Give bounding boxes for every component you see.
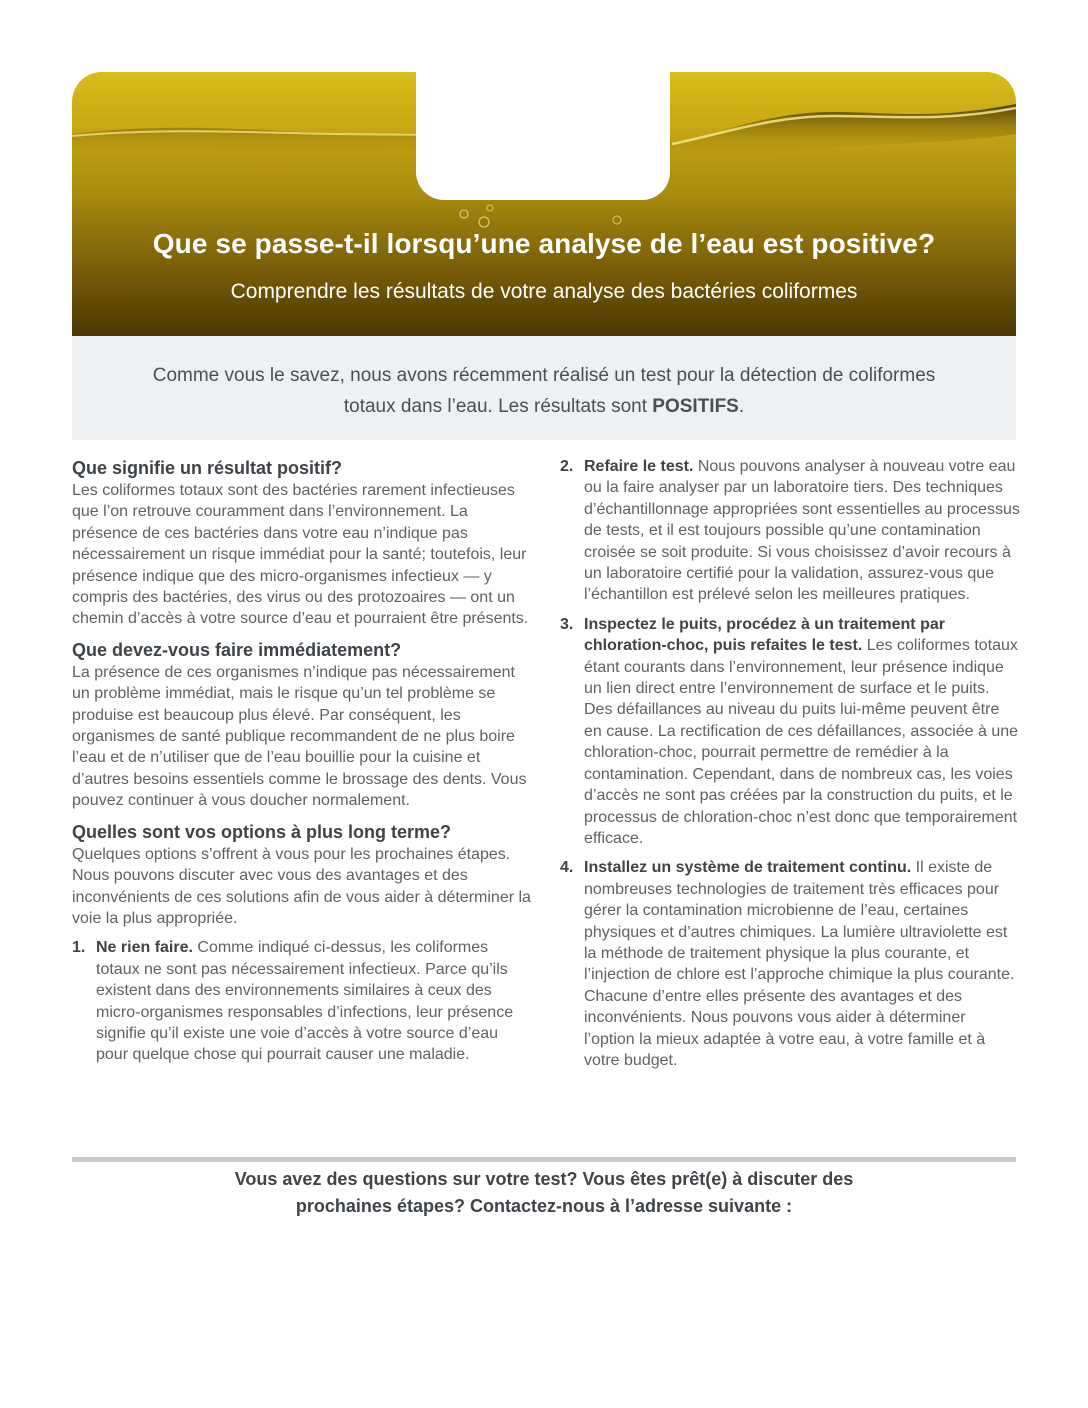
page-subtitle: Comprendre les résultats de votre analyse des bactéries coliformes bbox=[230, 280, 858, 303]
section-heading: Quelles sont vos options à plus long terme? bbox=[72, 821, 452, 842]
list-number: 2. bbox=[560, 458, 574, 475]
page-title: Que se passe-t-il lorsqu’une analyse de l’eau est positive? bbox=[152, 228, 936, 259]
option-text: Il existe de nombreuses technologies de traitement très efficaces pour gérer la contamination microbienne de l’eau, certaines physiques et d’autres chimiques. La lumière ultraviolette est la méthode de traitement physique la plus courante, et l’injection de chlore est l’approche chimique la plus courante. Chacune d’entre elles présente des avantages et des inconvénients. Nous pouvons vous aider à déterminer l’option la mieux adaptée à votre eau, à votre famille et à votre budget. bbox=[584, 859, 1015, 1069]
option-lead: Inspectez le puits, procédez à un traitement par chloration-choc, puis refaites le test. bbox=[584, 615, 945, 655]
intro-emphasis: POSITIFS bbox=[652, 396, 739, 417]
header-tab-cutout bbox=[416, 72, 670, 200]
section-heading: Que devez-vous faire immédiatement? bbox=[72, 639, 402, 660]
footer-line: Vous avez des questions sur votre test? Vous êtes prêt(e) à discuter des bbox=[234, 1169, 854, 1189]
option-text: Les coliformes totaux étant courants dans l’environnement, leur présence indique un lien direct entre l’environnement de surface et le puits. Des défaillances au niveau du puits lui-même peuvent être en cause. La rectification de ces défaillances, associée à une chloration-choc, pourrait permettre de remédier à la contamination. Cependant, dans de nombreux cas, les voies d’accès ne sont pas créées par la construction du puits, et le processus de chloration-choc n’est donc que temporairement efficace. bbox=[584, 637, 1019, 847]
footer-line: prochaines étapes? Contactez-nous à l’adresse suivante : bbox=[295, 1196, 793, 1216]
section-heading: Que signifie un résultat positif? bbox=[72, 458, 343, 478]
options-list bbox=[72, 937, 532, 1065]
section-body: La présence de ces organismes n’indique pas nécessairement un problème immédiat, mais le risque qu’un tel problème se produise est beaucoup plus élevé. Par conséquent, les organismes de santé publique recommandent de ne plus boire l’eau et de n’utiliser que de l’eau bouillie pour la cuisine et d’autres besoins essentiels comme le brossage des dents. Vous pouvez continuer à vous doucher normalement. bbox=[72, 663, 527, 810]
option-lead: Refaire le test. bbox=[584, 458, 694, 475]
option-lead: Installez un système de traitement continu. bbox=[584, 859, 912, 877]
section-body: Les coliformes totaux sont des bactéries rarement infectieuses que l’on retrouve couramment dans l’environnement. La présence de ces bactéries dans votre eau n’indique pas nécessairement un risque immédiat pour la santé; toutefois, leur présence indique que des micro-organismes infectieux — y compris des bactéries, des virus ou des protozoaires — ont un chemin d’accès à votre source d’eau et pourraient être présents. bbox=[72, 482, 529, 628]
list-item bbox=[560, 857, 1020, 1071]
list-number: 1. bbox=[72, 939, 86, 957]
list-item bbox=[560, 456, 1020, 606]
list-number: 4. bbox=[560, 859, 574, 877]
intro-text: Comme vous le savez, nous avons récemment réalisé un test pour la détection de coliformes totaux dans l’eau. Les résultats sont bbox=[152, 365, 936, 417]
list-number: 3. bbox=[560, 615, 574, 633]
right-column bbox=[560, 456, 1020, 1079]
left-column bbox=[72, 456, 532, 1074]
list-item bbox=[560, 614, 1020, 849]
option-text: Nous pouvons analyser à nouveau votre eau ou la faire analyser par un laboratoire tiers. Des techniques d’échantillonnage appropriées sont essentielles au processus de tests, et il est toujours possible qu’une contamination croisée se soit produite. Si vous choisissez d’avoir recours à un laboratoire certifié pour la validation, assurez-vous que l’échantillon est prélevé selon les meilleures pratiques. bbox=[584, 458, 1020, 604]
option-text: Comme indiqué ci-dessus, les coliformes totaux ne sont pas nécessairement infectieux. Parce qu’ils existent dans des environnements similaires à ceux des micro-organismes responsables d’infections, leur présence signifie qu’il existe une voie d’accès à votre source d’eau pour quelque chose qui pourrait causer une maladie. bbox=[96, 939, 514, 1064]
intro-box bbox=[72, 336, 1016, 440]
options-list-continued bbox=[560, 456, 1020, 1071]
list-item bbox=[72, 937, 532, 1065]
option-lead: Ne rien faire. bbox=[96, 939, 193, 957]
intro-text-end: . bbox=[738, 396, 745, 417]
section-body: Quelques options s’offrent à vous pour les prochaines étapes. Nous pouvons discuter avec vous des avantages et des inconvénients de ces solutions afin de vous aider à déterminer la voie la plus appropriée. bbox=[72, 845, 531, 927]
header-banner bbox=[72, 72, 1016, 336]
divider bbox=[72, 1157, 1016, 1162]
footer-contact bbox=[72, 1166, 1016, 1220]
